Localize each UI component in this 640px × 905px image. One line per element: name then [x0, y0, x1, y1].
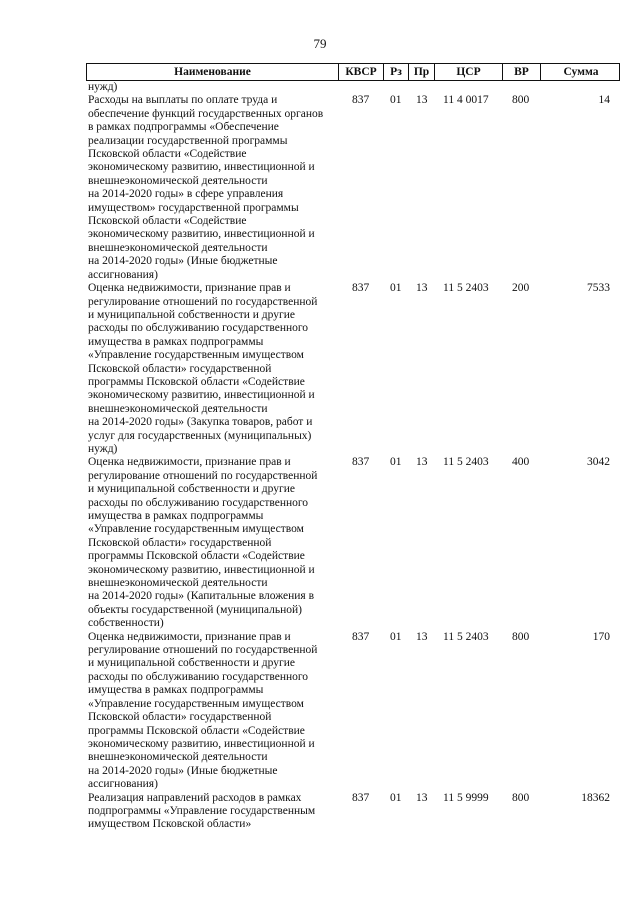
row-csr: 11 5 2403: [443, 456, 489, 469]
row-name-line: и муниципальной собственности и другие: [88, 657, 295, 670]
header-kvsr: КВСР: [339, 64, 384, 80]
row-name-line: Оценка недвижимости, признание прав и: [88, 456, 291, 469]
budget-table: [86, 63, 620, 832]
row-name-line: программы Псковской области «Содействие: [88, 550, 305, 563]
row-name: [86, 792, 338, 832]
row-name-line: регулирование отношений по государственной: [88, 295, 318, 308]
row-name-line: объекты государственной (муниципальной): [88, 603, 302, 616]
row-name-line: экономическому развитию, инвестиционной и: [88, 563, 315, 576]
header-pr: Пр: [409, 64, 435, 80]
row-name-line: экономическому развитию, инвестиционной и: [88, 161, 315, 174]
row-vr: 800: [512, 630, 530, 643]
row-sum: 3042: [587, 456, 610, 469]
row-rz: 01: [390, 282, 402, 295]
row-name-line: «Управление государственным имуществом: [88, 523, 304, 536]
row-name-line: Реализация направлений расходов в рамках: [88, 791, 302, 804]
row-name-line: имуществом Псковской области»: [88, 818, 252, 831]
row-name-line: экономическому развитию, инвестиционной и: [88, 389, 315, 402]
row-name-line: экономическому развитию, инвестиционной и: [88, 737, 315, 750]
row-name-line: Псковской области» государственной: [88, 362, 272, 375]
row-name-line: обеспечение функций государственных органов: [88, 107, 324, 120]
row-name-line: внешнеэкономической деятельности: [88, 174, 268, 187]
row-name-line: «Управление государственным имуществом: [88, 349, 304, 362]
row-name-line: нужд): [88, 442, 118, 455]
row-name-line: расходы по обслуживанию государственного: [88, 322, 309, 335]
table-header: [86, 63, 620, 81]
row-rz: 01: [390, 94, 402, 107]
row-sum: 7533: [587, 282, 610, 295]
row-rz: 01: [390, 456, 402, 469]
row-kvsr: 837: [352, 94, 370, 107]
header-name: Наименование: [87, 64, 339, 80]
row-name-line: Оценка недвижимости, признание прав и: [88, 630, 291, 643]
header-sum: Сумма: [563, 66, 599, 78]
row-sum: 14: [598, 94, 610, 107]
row-name-line: Расходы на выплаты по оплате труда и: [88, 94, 278, 107]
row-pr: 13: [416, 456, 428, 469]
row-sum: 170: [592, 630, 610, 643]
row-name-line: ассигнования): [88, 268, 158, 281]
row-name-line: экономическому развитию, инвестиционной и: [88, 228, 315, 241]
row-rz: 01: [390, 630, 402, 643]
row-rz: 01: [390, 791, 402, 804]
row-vr: 800: [512, 94, 530, 107]
row-name-line: Псковской области» государственной: [88, 536, 272, 549]
row-csr: 11 5 2403: [443, 630, 489, 643]
table-row: [86, 94, 620, 282]
header-csr: ЦСР: [435, 64, 503, 80]
row-name-line: на 2014-2020 годы» в сфере управления: [88, 188, 284, 201]
table-row: [86, 792, 620, 832]
row-name-line: и муниципальной собственности и другие: [88, 308, 295, 321]
header-vr: ВР: [503, 64, 541, 80]
row-csr: 11 4 0017: [443, 94, 489, 107]
table-row: [86, 631, 620, 792]
table-row: [86, 456, 620, 630]
row-name-line: на 2014-2020 годы» (Иные бюджетные: [88, 255, 278, 268]
row-name-line: услуг для государственных (муниципальных): [88, 429, 312, 442]
row-name: [86, 456, 338, 630]
row-name-line: на 2014-2020 годы» (Капитальные вложения в: [88, 590, 314, 603]
row-name-line: Псковской области «Содействие: [88, 148, 247, 161]
row-name-line: подпрограммы «Управление государственным: [88, 804, 316, 817]
row-name-line: внешнеэкономической деятельности: [88, 241, 268, 254]
row-pr: 13: [416, 630, 428, 643]
row-name-line: регулирование отношений по государственной: [88, 469, 318, 482]
row-name-line: расходы по обслуживанию государственного: [88, 670, 309, 683]
row-vr: 200: [512, 282, 530, 295]
row-name-line: собственности): [88, 617, 164, 630]
row-name-line: на 2014-2020 годы» (Закупка товаров, работ и: [88, 416, 313, 429]
row-name: [86, 94, 338, 282]
row-name-line: «Управление государственным имуществом: [88, 697, 304, 710]
page-number: 79: [313, 36, 327, 51]
row-name: [86, 81, 338, 94]
row-name-line: ассигнования): [88, 778, 158, 791]
table-row: [86, 282, 620, 456]
row-name-line: нужд): [88, 81, 118, 93]
row-kvsr: 837: [352, 282, 370, 295]
row-sum: 18362: [581, 791, 610, 804]
table-row: [86, 81, 620, 94]
row-name-line: и муниципальной собственности и другие: [88, 483, 295, 496]
row-kvsr: 837: [352, 456, 370, 469]
row-name: [86, 631, 338, 792]
row-pr: 13: [416, 282, 428, 295]
header-rz: Рз: [384, 64, 409, 80]
row-name-line: внешнеэкономической деятельности: [88, 751, 268, 764]
row-name-line: расходы по обслуживанию государственного: [88, 496, 309, 509]
row-pr: 13: [416, 791, 428, 804]
row-name-line: внешнеэкономической деятельности: [88, 577, 268, 590]
row-name-line: Оценка недвижимости, признание прав и: [88, 282, 291, 295]
row-name-line: на 2014-2020 годы» (Иные бюджетные: [88, 764, 278, 777]
row-name-line: Псковской области «Содействие: [88, 215, 247, 228]
row-name-line: имущества в рамках подпрограммы: [88, 510, 264, 522]
row-name-line: программы Псковской области «Содействие: [88, 375, 305, 388]
row-name-line: регулирование отношений по государственной: [88, 644, 318, 657]
table-body: [86, 81, 620, 832]
row-name-line: Псковской области» государственной: [88, 711, 272, 724]
row-name-line: внешнеэкономической деятельности: [88, 402, 268, 415]
row-name-line: в рамках подпрограммы «Обеспечение: [88, 121, 279, 134]
row-name-line: имуществом» государственной программы: [88, 201, 299, 214]
row-kvsr: 837: [352, 791, 370, 804]
row-csr: 11 5 2403: [443, 282, 489, 295]
row-vr: 800: [512, 791, 530, 804]
row-vr: 400: [512, 456, 530, 469]
row-name-line: программы Псковской области «Содействие: [88, 724, 305, 737]
row-name-line: имущества в рамках подпрограммы: [88, 335, 264, 348]
row-name-line: реализации государственной программы: [88, 134, 288, 147]
row-csr: 11 5 9999: [443, 791, 489, 804]
row-pr: 13: [416, 94, 428, 107]
row-name: [86, 282, 338, 456]
row-name-line: имущества в рамках подпрограммы: [88, 684, 264, 697]
row-kvsr: 837: [352, 630, 370, 643]
